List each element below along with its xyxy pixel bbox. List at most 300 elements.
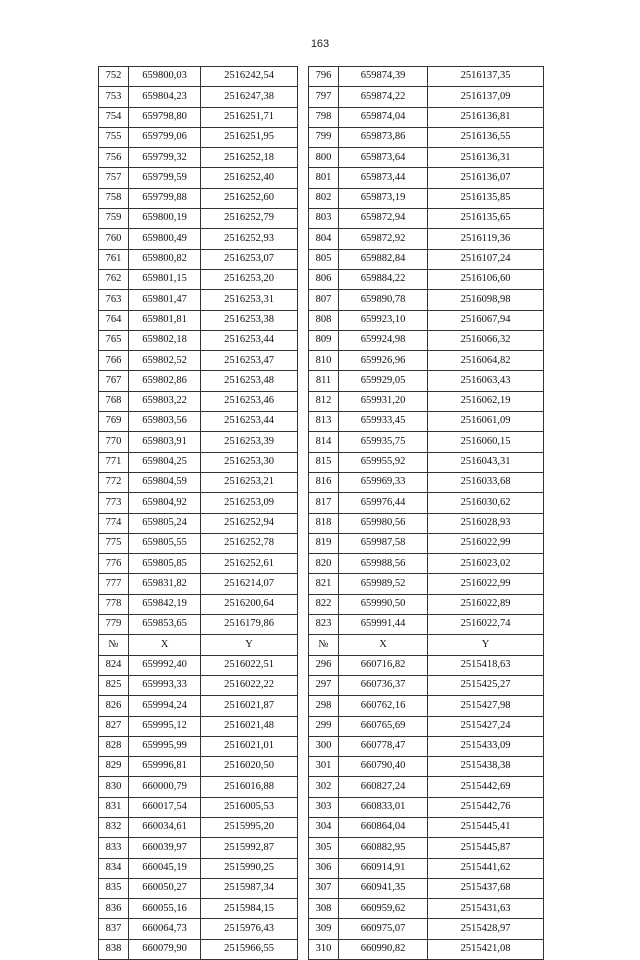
y-coordinate-cell: 2516021,87 [201,696,298,716]
point-number-cell: 303 [309,797,339,817]
x-coordinate-cell: 659805,55 [129,533,201,553]
y-coordinate-cell: 2516064,82 [428,351,544,371]
y-coordinate-cell: 2516200,64 [201,594,298,614]
x-coordinate-cell: 659803,56 [129,412,201,432]
x-coordinate-cell: 659991,44 [339,615,428,635]
column-gap [298,533,309,553]
x-coordinate-cell: 660039,97 [129,838,201,858]
y-coordinate-cell: 2516107,24 [428,249,544,269]
x-coordinate-cell: 660765,69 [339,716,428,736]
y-coordinate-cell: 2515437,68 [428,878,544,898]
x-coordinate-cell: 659872,92 [339,229,428,249]
x-coordinate-cell: 659804,59 [129,472,201,492]
table-row [99,594,544,614]
point-number-cell: 310 [309,939,339,959]
y-coordinate-cell: 2516251,71 [201,107,298,127]
point-number-cell: 300 [309,736,339,756]
table-row [99,554,544,574]
x-coordinate-cell: 659799,88 [129,188,201,208]
table-row [99,188,544,208]
x-coordinate-cell: 659799,59 [129,168,201,188]
point-number-cell: 808 [309,310,339,330]
y-coordinate-cell: 2516136,81 [428,107,544,127]
point-number-cell: 757 [99,168,129,188]
coordinates-table-body [99,67,544,960]
y-coordinate-cell: 2516028,93 [428,513,544,533]
x-coordinate-cell: 659802,18 [129,330,201,350]
point-number-cell: 825 [99,675,129,695]
x-coordinate-cell: 659874,22 [339,87,428,107]
column-gap [298,412,309,432]
table-row [99,371,544,391]
point-number-cell: 307 [309,878,339,898]
x-coordinate-cell: 660000,79 [129,777,201,797]
y-coordinate-cell: 2516251,95 [201,127,298,147]
x-coordinate-cell: 660079,90 [129,939,201,959]
x-coordinate-cell: 659933,45 [339,412,428,432]
table-row [99,777,544,797]
x-coordinate-cell: 659801,15 [129,269,201,289]
column-gap [298,432,309,452]
y-coordinate-cell: 2515442,76 [428,797,544,817]
point-number-cell: 752 [99,67,129,87]
y-coordinate-cell: 2516005,53 [201,797,298,817]
point-number-cell: 833 [99,838,129,858]
table-row [99,432,544,452]
column-gap [298,249,309,269]
point-number-cell: 801 [309,168,339,188]
x-coordinate-cell: 659931,20 [339,391,428,411]
table-row [99,858,544,878]
point-number-cell: 835 [99,878,129,898]
point-number-cell: № [309,635,339,655]
column-gap [298,655,309,675]
x-coordinate-cell: 659800,19 [129,209,201,229]
x-coordinate-cell: 659873,19 [339,188,428,208]
y-coordinate-cell: 2516252,79 [201,209,298,229]
table-row [99,899,544,919]
x-coordinate-cell: 659884,22 [339,269,428,289]
point-number-cell: 759 [99,209,129,229]
point-number-cell: 803 [309,209,339,229]
x-coordinate-cell: 659874,39 [339,67,428,87]
x-coordinate-cell: 659873,44 [339,168,428,188]
x-coordinate-cell: 660827,24 [339,777,428,797]
x-coordinate-cell: 659990,50 [339,594,428,614]
y-coordinate-cell: 2515984,15 [201,899,298,919]
column-gap [298,168,309,188]
x-coordinate-cell: 659802,52 [129,351,201,371]
y-coordinate-cell: 2516253,38 [201,310,298,330]
column-gap [298,899,309,919]
point-number-cell: 776 [99,554,129,574]
y-coordinate-cell: 2516253,21 [201,472,298,492]
y-coordinate-cell: 2516033,68 [428,472,544,492]
point-number-cell: 831 [99,797,129,817]
column-gap [298,269,309,289]
x-coordinate-cell: 659923,10 [339,310,428,330]
point-number-cell: 807 [309,290,339,310]
point-number-cell: 306 [309,858,339,878]
y-coordinate-cell: 2516022,22 [201,675,298,695]
table-row [99,107,544,127]
point-number-cell: 821 [309,574,339,594]
table-row [99,351,544,371]
y-coordinate-cell: 2516030,62 [428,493,544,513]
y-coordinate-cell: 2515421,08 [428,939,544,959]
y-coordinate-cell: 2516021,01 [201,736,298,756]
y-coordinate-cell: 2516062,19 [428,391,544,411]
y-coordinate-cell: 2516060,15 [428,432,544,452]
x-coordinate-cell: 659935,75 [339,432,428,452]
y-coordinate-cell: 2515976,43 [201,919,298,939]
x-coordinate-cell: 659800,49 [129,229,201,249]
point-number-cell: 778 [99,594,129,614]
point-number-cell: 758 [99,188,129,208]
point-number-cell: № [99,635,129,655]
x-coordinate-cell: 659969,33 [339,472,428,492]
point-number-cell: 775 [99,533,129,553]
x-coordinate-cell: 659987,58 [339,533,428,553]
table-row [99,412,544,432]
y-coordinate-cell: 2516063,43 [428,371,544,391]
y-coordinate-cell: Y [201,635,298,655]
x-coordinate-cell: 660778,47 [339,736,428,756]
point-number-cell: 826 [99,696,129,716]
y-coordinate-cell: 2516137,35 [428,67,544,87]
x-coordinate-cell: 660762,16 [339,696,428,716]
x-coordinate-cell: 659926,96 [339,351,428,371]
x-coordinate-cell: 660833,01 [339,797,428,817]
x-coordinate-cell: 660045,19 [129,858,201,878]
point-number-cell: 837 [99,919,129,939]
column-gap [298,858,309,878]
x-coordinate-cell: 660914,91 [339,858,428,878]
point-number-cell: 298 [309,696,339,716]
y-coordinate-cell: 2516252,78 [201,533,298,553]
y-coordinate-cell: 2516021,48 [201,716,298,736]
page-number: 163 [310,38,330,50]
point-number-cell: 297 [309,675,339,695]
x-coordinate-cell: 660975,07 [339,919,428,939]
y-coordinate-cell: 2516253,44 [201,412,298,432]
x-coordinate-cell: 660055,16 [129,899,201,919]
x-coordinate-cell: 660736,37 [339,675,428,695]
column-gap [298,594,309,614]
column-gap [298,817,309,837]
x-coordinate-cell: 659801,81 [129,310,201,330]
point-number-cell: 779 [99,615,129,635]
x-coordinate-cell: 660959,62 [339,899,428,919]
x-coordinate-cell: 659803,91 [129,432,201,452]
y-coordinate-cell: 2515428,97 [428,919,544,939]
table-row [99,127,544,147]
column-gap [298,716,309,736]
column-gap [298,675,309,695]
x-coordinate-cell: 659853,65 [129,615,201,635]
point-number-cell: 806 [309,269,339,289]
y-coordinate-cell: 2516066,32 [428,330,544,350]
table-row [99,817,544,837]
y-coordinate-cell: 2516253,44 [201,330,298,350]
table-row [99,615,544,635]
x-coordinate-cell: 659798,80 [129,107,201,127]
column-gap [298,148,309,168]
y-coordinate-cell: 2516136,55 [428,127,544,147]
point-number-cell: 302 [309,777,339,797]
point-number-cell: 828 [99,736,129,756]
point-number-cell: 754 [99,107,129,127]
y-coordinate-cell: 2516022,99 [428,574,544,594]
x-coordinate-cell: 659873,86 [339,127,428,147]
point-number-cell: 769 [99,412,129,432]
column-gap [298,229,309,249]
table-row [99,310,544,330]
y-coordinate-cell: 2516253,20 [201,269,298,289]
y-coordinate-cell: 2516061,09 [428,412,544,432]
table-row [99,452,544,472]
point-number-cell: 798 [309,107,339,127]
y-coordinate-cell: 2516214,07 [201,574,298,594]
point-number-cell: 305 [309,838,339,858]
point-number-cell: 777 [99,574,129,594]
point-number-cell: 819 [309,533,339,553]
point-number-cell: 834 [99,858,129,878]
point-number-cell: 772 [99,472,129,492]
x-coordinate-cell: 659988,56 [339,554,428,574]
y-coordinate-cell: 2516137,09 [428,87,544,107]
point-number-cell: 766 [99,351,129,371]
x-coordinate-cell: X [129,635,201,655]
table-row [99,736,544,756]
x-coordinate-cell: 659989,52 [339,574,428,594]
point-number-cell: 299 [309,716,339,736]
point-number-cell: 800 [309,148,339,168]
column-gap [298,939,309,959]
y-coordinate-cell: 2516067,94 [428,310,544,330]
y-coordinate-cell: 2516136,07 [428,168,544,188]
x-coordinate-cell: 660864,04 [339,817,428,837]
y-coordinate-cell: 2516242,54 [201,67,298,87]
y-coordinate-cell: 2516253,48 [201,371,298,391]
x-coordinate-cell: 659800,03 [129,67,201,87]
column-gap [298,797,309,817]
point-number-cell: 753 [99,87,129,107]
y-coordinate-cell: 2516252,93 [201,229,298,249]
y-coordinate-cell: 2516253,09 [201,493,298,513]
x-coordinate-cell: 659805,85 [129,554,201,574]
y-coordinate-cell: 2516135,65 [428,209,544,229]
point-number-cell: 810 [309,351,339,371]
column-gap [298,696,309,716]
table-row [99,675,544,695]
y-coordinate-cell: 2516135,85 [428,188,544,208]
table-row [99,878,544,898]
point-number-cell: 304 [309,817,339,837]
y-coordinate-cell: 2516022,99 [428,533,544,553]
table-row [99,655,544,675]
x-coordinate-cell: 660034,61 [129,817,201,837]
column-gap [298,452,309,472]
table-row [99,249,544,269]
column-gap [298,188,309,208]
point-number-cell: 760 [99,229,129,249]
table-row [99,269,544,289]
table-row [99,919,544,939]
point-number-cell: 836 [99,899,129,919]
column-gap [298,513,309,533]
column-gap [298,330,309,350]
point-number-cell: 822 [309,594,339,614]
y-coordinate-cell: 2515441,62 [428,858,544,878]
point-number-cell: 773 [99,493,129,513]
point-number-cell: 796 [309,67,339,87]
point-number-cell: 768 [99,391,129,411]
y-coordinate-cell: 2516247,38 [201,87,298,107]
table-row [99,87,544,107]
y-coordinate-cell: 2516119,36 [428,229,544,249]
point-number-cell: 296 [309,655,339,675]
x-coordinate-cell: 659799,06 [129,127,201,147]
point-number-cell: 805 [309,249,339,269]
table-row [99,391,544,411]
column-gap [298,67,309,87]
x-coordinate-cell: 659976,44 [339,493,428,513]
x-coordinate-cell: 659803,22 [129,391,201,411]
column-gap [298,574,309,594]
y-coordinate-cell: 2516253,30 [201,452,298,472]
y-coordinate-cell: 2515987,34 [201,878,298,898]
column-gap [298,635,309,655]
column-gap [298,493,309,513]
y-coordinate-cell: 2516022,89 [428,594,544,614]
point-number-cell: 767 [99,371,129,391]
point-number-cell: 820 [309,554,339,574]
table-row [99,797,544,817]
point-number-cell: 812 [309,391,339,411]
x-coordinate-cell: 659992,40 [129,655,201,675]
column-gap [298,107,309,127]
point-number-cell: 818 [309,513,339,533]
y-coordinate-cell: 2515445,41 [428,817,544,837]
point-number-cell: 838 [99,939,129,959]
y-coordinate-cell: 2516252,18 [201,148,298,168]
point-number-cell: 761 [99,249,129,269]
point-number-cell: 301 [309,757,339,777]
point-number-cell: 809 [309,330,339,350]
x-coordinate-cell: 659955,92 [339,452,428,472]
point-number-cell: 817 [309,493,339,513]
y-coordinate-cell: 2516252,60 [201,188,298,208]
y-coordinate-cell: 2516252,40 [201,168,298,188]
table-row [99,209,544,229]
x-coordinate-cell: 659980,56 [339,513,428,533]
y-coordinate-cell: 2515990,25 [201,858,298,878]
table-row [99,574,544,594]
point-number-cell: 771 [99,452,129,472]
point-number-cell: 762 [99,269,129,289]
table-row [99,939,544,959]
table-row [99,533,544,553]
x-coordinate-cell: 660790,40 [339,757,428,777]
table-row [99,330,544,350]
x-coordinate-cell: X [339,635,428,655]
column-gap [298,371,309,391]
table-row [99,229,544,249]
x-coordinate-cell: 659874,04 [339,107,428,127]
point-number-cell: 827 [99,716,129,736]
point-number-cell: 797 [309,87,339,107]
column-gap [298,472,309,492]
y-coordinate-cell: 2516023,02 [428,554,544,574]
x-coordinate-cell: 659994,24 [129,696,201,716]
y-coordinate-cell: 2515992,87 [201,838,298,858]
y-coordinate-cell: 2515425,27 [428,675,544,695]
coordinates-table [98,66,544,960]
x-coordinate-cell: 659872,94 [339,209,428,229]
x-coordinate-cell: 659890,78 [339,290,428,310]
y-coordinate-cell: 2516106,60 [428,269,544,289]
point-number-cell: 816 [309,472,339,492]
point-number-cell: 764 [99,310,129,330]
x-coordinate-cell: 660941,35 [339,878,428,898]
x-coordinate-cell: 660050,27 [129,878,201,898]
point-number-cell: 815 [309,452,339,472]
y-coordinate-cell: 2515427,24 [428,716,544,736]
table-row [99,635,544,655]
y-coordinate-cell: 2516016,88 [201,777,298,797]
y-coordinate-cell: 2516253,47 [201,351,298,371]
y-coordinate-cell: 2515995,20 [201,817,298,837]
point-number-cell: 763 [99,290,129,310]
point-number-cell: 823 [309,615,339,635]
point-number-cell: 824 [99,655,129,675]
x-coordinate-cell: 659882,84 [339,249,428,269]
x-coordinate-cell: 660017,54 [129,797,201,817]
table-row [99,493,544,513]
column-gap [298,878,309,898]
table-row [99,148,544,168]
point-number-cell: 309 [309,919,339,939]
column-gap [298,919,309,939]
column-gap [298,391,309,411]
x-coordinate-cell: 660716,82 [339,655,428,675]
table-row [99,696,544,716]
point-number-cell: 755 [99,127,129,147]
y-coordinate-cell: 2516022,51 [201,655,298,675]
y-coordinate-cell: 2516253,07 [201,249,298,269]
y-coordinate-cell: 2516098,98 [428,290,544,310]
x-coordinate-cell: 659831,82 [129,574,201,594]
x-coordinate-cell: 659800,82 [129,249,201,269]
column-gap [298,87,309,107]
table-row [99,67,544,87]
x-coordinate-cell: 659873,64 [339,148,428,168]
table-row [99,838,544,858]
x-coordinate-cell: 659802,86 [129,371,201,391]
x-coordinate-cell: 659924,98 [339,330,428,350]
y-coordinate-cell: 2516253,39 [201,432,298,452]
y-coordinate-cell: 2515431,63 [428,899,544,919]
column-gap [298,615,309,635]
point-number-cell: 813 [309,412,339,432]
x-coordinate-cell: 660990,82 [339,939,428,959]
y-coordinate-cell: 2516253,31 [201,290,298,310]
point-number-cell: 829 [99,757,129,777]
point-number-cell: 799 [309,127,339,147]
point-number-cell: 765 [99,330,129,350]
table-row [99,757,544,777]
